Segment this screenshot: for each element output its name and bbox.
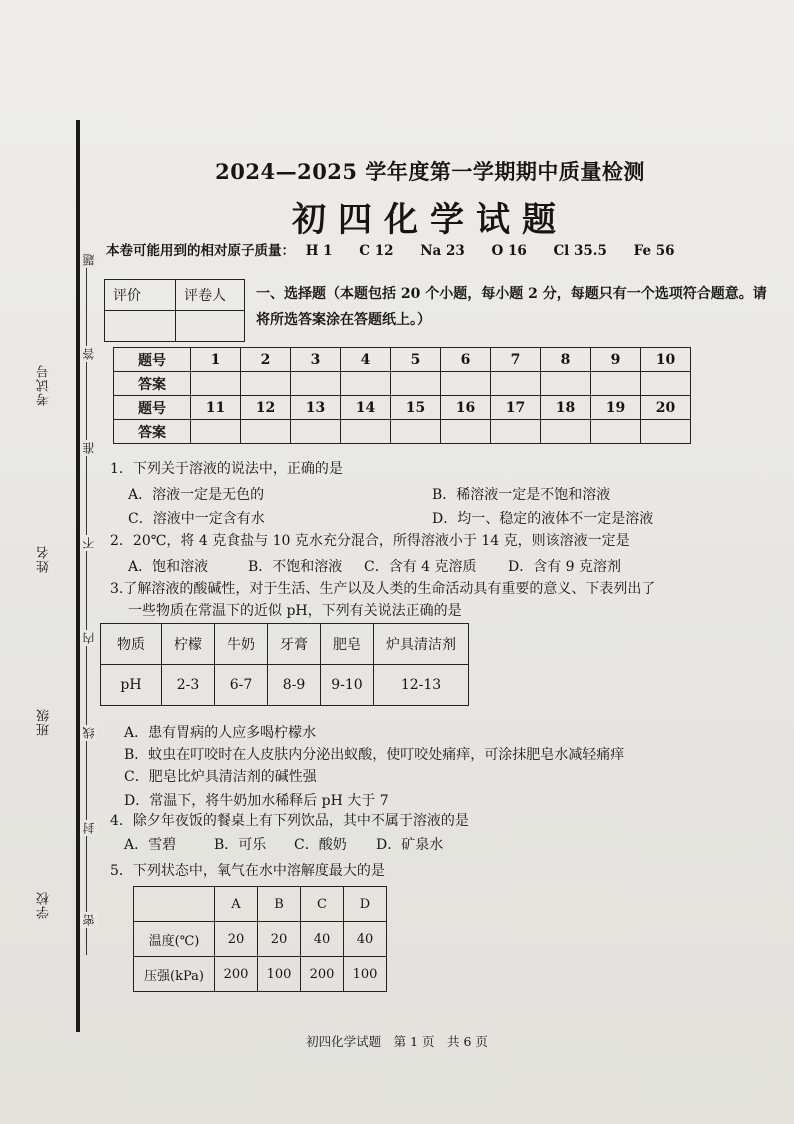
seal-char: 不 [82,537,96,549]
question-1-option-d: D．均一、稳定的液体不一定是溶液 [432,511,654,527]
section-1-heading: 一、选择题（本题包括 20 个小题，每小题 2 分，每题只有一个选项符合题意。请将所选答案涂在答题纸上。） [256,286,767,328]
solubility-table-cell: 20 [215,922,258,957]
answer-cell[interactable] [641,372,691,396]
question-3-option-a: A．患有胃病的人应多喝柠檬水 [124,725,317,741]
question-number-cell: 15 [391,396,441,420]
question-number-label: 题号 [114,396,191,420]
question-2-stem: 2．20℃，将 4 克食盐与 10 克水充分混合，所得溶液小于 14 克，则该溶液一定是 [110,533,630,549]
exam-year-title: 2024—2025 学年度第一学期期中质量检测 [215,159,645,184]
ph-table-header-cell: 牛奶 [215,624,268,665]
question-number-label: 题号 [114,348,191,372]
ph-table-header-cell: 牙膏 [268,624,321,665]
seal-char: 内 [82,632,96,644]
question-1-stem: 1．下列关于溶液的说法中，正确的是 [110,461,343,477]
question-2-option-d: D．含有 9 克溶剂 [508,559,622,575]
answer-table-row [114,348,691,372]
question-1-option-c: C．溶液中一定含有水 [128,511,265,527]
solubility-table-header-cell: A [215,887,258,922]
atomic-mass-item: Na 23 [420,243,465,259]
atomic-mass-item: H 1 [305,243,333,259]
solubility-table-cell: 200 [215,957,258,992]
solubility-table-cell: 温度(℃) [134,922,215,957]
solubility-table [133,886,387,992]
answer-cell[interactable] [191,372,241,396]
field-class: 班级 [37,708,52,736]
answer-label: 答案 [114,420,191,444]
question-number-cell: 17 [491,396,541,420]
page-footer: 初四化学试题 第 1 页 共 6 页 [306,1034,488,1049]
field-school: 学校 [37,891,52,919]
solubility-table-cell: 100 [344,957,387,992]
atomic-mass-item: C 12 [359,243,394,259]
answer-cell[interactable] [341,372,391,396]
ph-table-cell: 6-7 [215,665,268,706]
answer-cell[interactable] [641,420,691,444]
binding-margin [30,0,96,1124]
table-row [101,665,469,706]
question-number-cell: 7 [491,348,541,372]
question-4-option-c: C．酸奶 [294,837,347,853]
answer-cell[interactable] [341,420,391,444]
grader-score-label: 评价 [105,280,176,311]
answer-cell[interactable] [591,420,641,444]
question-1-option-a: A．溶液一定是无色的 [128,487,265,503]
field-name: 姓名 [37,545,52,573]
question-3-option-b: B．蚊虫在叮咬时在人皮肤内分泌出蚁酸，使叮咬处痛痒，可涂抹肥皂水减轻痛痒 [124,747,625,763]
answer-cell[interactable] [591,372,641,396]
table-row [101,624,469,665]
question-number-cell: 19 [591,396,641,420]
ph-table-cell: pH [101,665,162,706]
question-number-cell: 18 [541,396,591,420]
answer-table [113,347,691,444]
ph-table-cell: 2-3 [162,665,215,706]
solubility-table-header-cell: C [301,887,344,922]
answer-cell[interactable] [291,420,341,444]
table-row [134,957,387,992]
ph-table-header-cell: 物质 [101,624,162,665]
solubility-table-cell: 100 [258,957,301,992]
answer-cell[interactable] [241,372,291,396]
answer-cell[interactable] [491,372,541,396]
question-number-cell: 6 [441,348,491,372]
question-3-option-d: D．常温下，将牛奶加水稀释后 pH 大于 7 [124,793,389,809]
ph-table-cell: 12-13 [374,665,469,706]
seal-char: 密 [82,914,96,926]
seal-char: 答 [82,348,96,360]
atomic-mass-label: 本卷可能用到的相对原子质量： [106,243,295,259]
seal-char: 题 [82,254,96,266]
question-number-cell: 20 [641,396,691,420]
answer-table-row [114,396,691,420]
question-number-cell: 12 [241,396,291,420]
question-number-cell: 14 [341,396,391,420]
answer-cell[interactable] [441,420,491,444]
question-number-cell: 16 [441,396,491,420]
question-2-option-a: A．饱和溶液 [128,559,209,575]
solubility-table-cell: 压强(kPa) [134,957,215,992]
answer-cell[interactable] [241,420,291,444]
question-number-cell: 1 [191,348,241,372]
answer-label: 答案 [114,372,191,396]
question-number-cell: 9 [591,348,641,372]
question-number-cell: 8 [541,348,591,372]
table-row [134,922,387,957]
grader-box [104,279,245,342]
answer-cell[interactable] [391,420,441,444]
question-number-cell: 5 [391,348,441,372]
solubility-table-header-cell: D [344,887,387,922]
grader-name-cell[interactable] [176,311,245,342]
solubility-table-header-cell: B [258,887,301,922]
exam-main-title: 初四化学试题 [292,200,568,240]
question-3-stem-line2: 一些物质在常温下的近似 pH，下列有关说法正确的是 [128,603,462,619]
answer-cell[interactable] [191,420,241,444]
atomic-mass-line [106,239,766,259]
question-number-cell: 10 [641,348,691,372]
ph-table-header-cell: 炉具清洁剂 [374,624,469,665]
ph-table-cell: 8-9 [268,665,321,706]
question-4-option-d: D．矿泉水 [376,837,444,853]
seal-char: 线 [82,727,96,739]
solubility-table-cell: 40 [301,922,344,957]
question-4-option-a: A．雪碧 [124,837,177,853]
question-number-cell: 11 [191,396,241,420]
answer-cell[interactable] [291,372,341,396]
answer-table-row [114,372,691,396]
question-2-option-b: B．不饱和溶液 [248,559,343,575]
question-4-option-b: B．可乐 [214,837,267,853]
table-row [134,887,387,922]
question-3-option-c: C．肥皂比炉具清洁剂的碱性强 [124,769,317,785]
question-5-stem: 5．下列状态中，氧气在水中溶解度最大的是 [110,863,385,879]
solubility-table-cell: 200 [301,957,344,992]
question-number-cell: 2 [241,348,291,372]
question-1-option-b: B．稀溶液一定是不饱和溶液 [432,487,611,503]
ph-table-cell: 9-10 [321,665,374,706]
answer-table-row [114,420,691,444]
grader-name-label: 评卷人 [176,280,245,311]
answer-cell[interactable] [541,420,591,444]
grader-score-cell[interactable] [105,311,176,342]
solubility-table-cell: 20 [258,922,301,957]
ph-table [100,623,469,706]
solubility-table-cell: 40 [344,922,387,957]
answer-cell[interactable] [441,372,491,396]
question-4-stem: 4．除夕年夜饭的餐桌上有下列饮品，其中不属于溶液的是 [110,813,469,829]
answer-cell[interactable] [491,420,541,444]
ph-table-header-cell: 柠檬 [162,624,215,665]
question-number-cell: 13 [291,396,341,420]
answer-cell[interactable] [391,372,441,396]
field-exam-number: 考试号 [37,364,52,406]
atomic-mass-item: Cl 35.5 [553,243,607,259]
question-number-cell: 3 [291,348,341,372]
seal-char: 准 [82,442,96,454]
question-3-stem-line1: 3.了解溶液的酸碱性，对于生活、生产以及人类的生命活动具有重要的意义、下表列出了 [110,581,656,597]
question-2-option-c: C．含有 4 克溶质 [364,559,477,575]
question-number-cell: 4 [341,348,391,372]
atomic-mass-item: O 16 [491,243,527,259]
atomic-mass-item: Fe 56 [633,243,675,259]
ph-table-header-cell: 肥皂 [321,624,374,665]
seal-char: 封 [82,822,96,834]
answer-cell[interactable] [541,372,591,396]
solubility-table-header-cell [134,887,215,922]
